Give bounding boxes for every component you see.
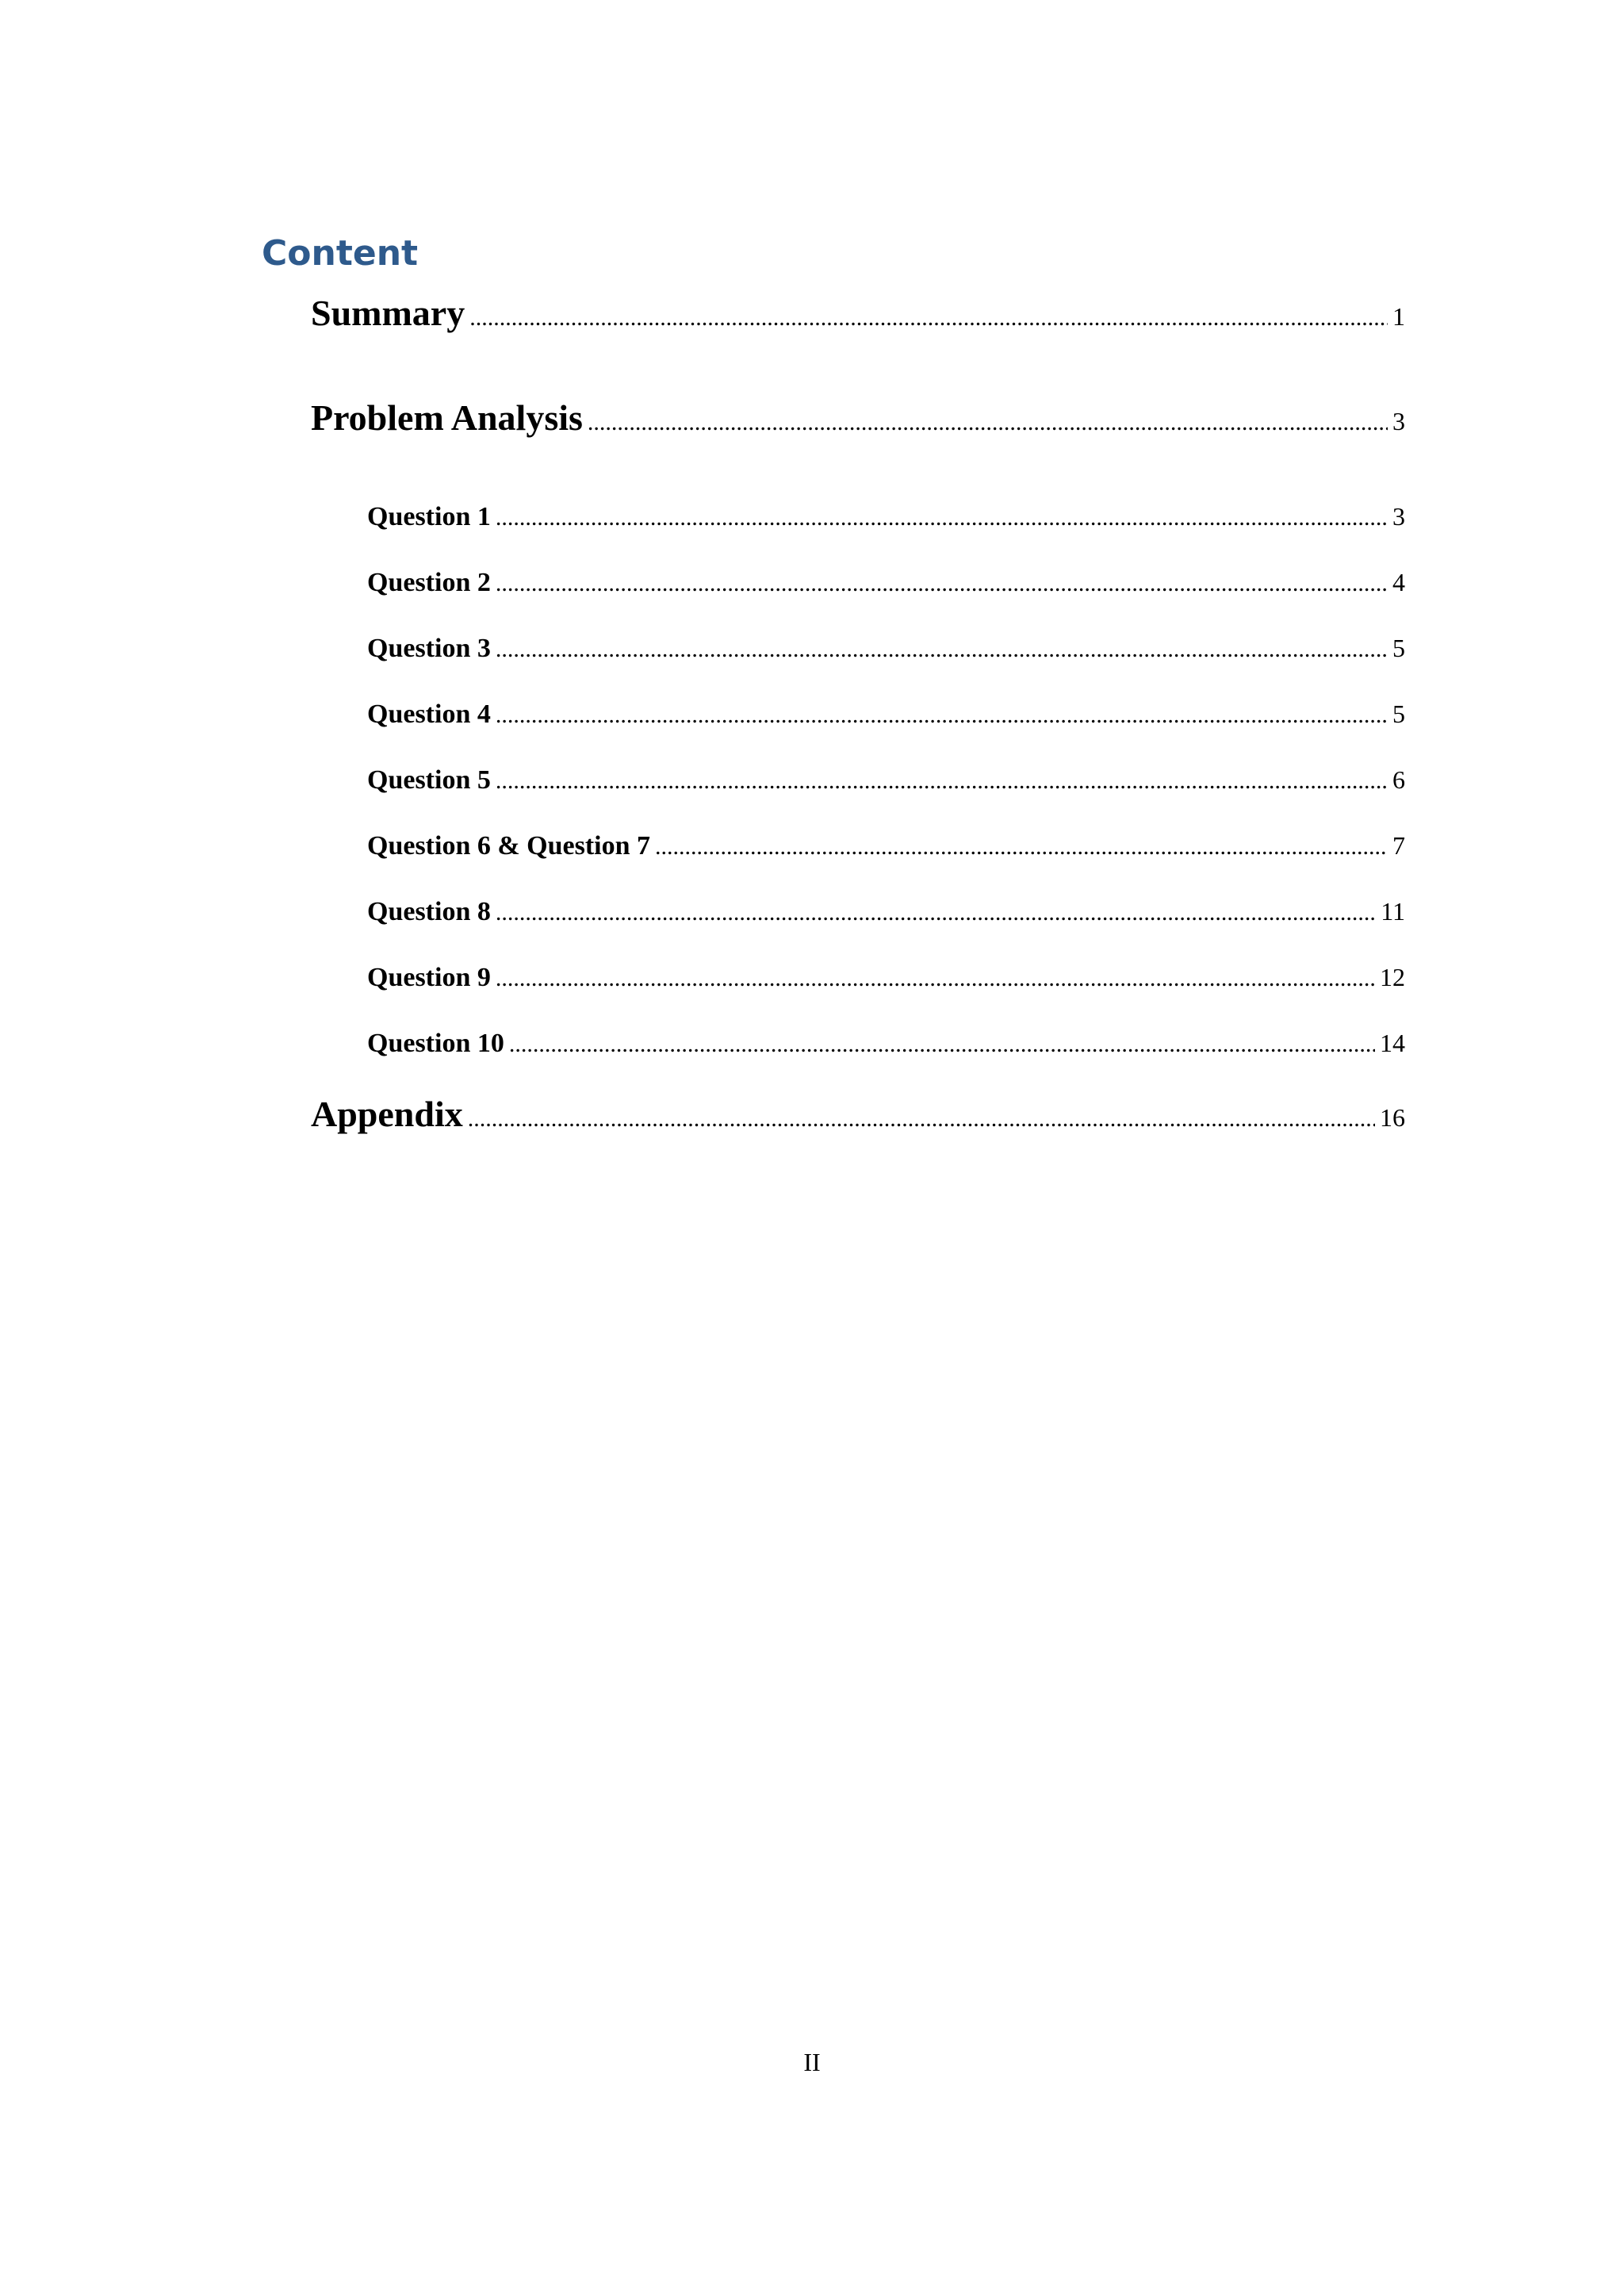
toc-entry-summary[interactable] — [311, 292, 1405, 334]
dot-leader — [496, 636, 1388, 663]
toc-page-number: 3 — [1392, 407, 1405, 435]
dot-leader — [469, 305, 1388, 332]
toc-entry-question-5[interactable] — [367, 765, 1405, 795]
dot-leader — [496, 570, 1388, 597]
toc-entry-question-2[interactable] — [367, 568, 1405, 598]
dot-leader — [509, 1031, 1375, 1058]
toc-page-number: 14 — [1380, 1029, 1405, 1057]
toc-page-number: 4 — [1392, 568, 1405, 596]
toc-entry-question-3[interactable] — [367, 634, 1405, 664]
dot-leader — [655, 834, 1388, 861]
toc-page-number: 12 — [1380, 963, 1405, 991]
toc-entry-label: Question 8 — [367, 897, 491, 926]
dot-leader — [496, 899, 1376, 926]
toc-entry-label: Question 10 — [367, 1029, 504, 1058]
toc-entry-label: Summary — [311, 293, 465, 333]
toc-entry-appendix[interactable] — [311, 1093, 1405, 1135]
toc-page-number: 11 — [1381, 897, 1405, 926]
toc-entry-label: Question 3 — [367, 634, 491, 663]
toc-entry-label: Question 6 & Question 7 — [367, 831, 651, 861]
toc-entry-question-10[interactable] — [367, 1029, 1405, 1059]
toc-entry-question-6-7[interactable] — [367, 831, 1405, 861]
toc-entry-label: Question 5 — [367, 765, 491, 795]
toc-page-number: 16 — [1380, 1103, 1405, 1132]
toc-page-number: 5 — [1392, 700, 1405, 728]
toc-entry-question-9[interactable] — [367, 963, 1405, 993]
toc-entry-question-1[interactable] — [367, 502, 1405, 532]
dot-leader — [468, 1106, 1375, 1133]
toc-page-number: 5 — [1392, 634, 1405, 662]
toc-entry-label: Question 2 — [367, 568, 491, 597]
toc-entry-question-8[interactable] — [367, 897, 1405, 927]
toc-entry-question-4[interactable] — [367, 700, 1405, 730]
toc-page-number: 3 — [1392, 502, 1405, 531]
dot-leader — [496, 504, 1388, 531]
toc-page-number: 6 — [1392, 765, 1405, 794]
toc-entry-problem-analysis[interactable] — [311, 397, 1405, 439]
dot-leader — [496, 768, 1388, 795]
page-number-footer: II — [803, 2048, 821, 2076]
toc-heading: Content — [262, 233, 419, 274]
dot-leader — [496, 965, 1375, 992]
toc-entry-label: Appendix — [311, 1094, 463, 1134]
toc-page-number: 1 — [1392, 302, 1405, 331]
toc-entry-label: Problem Analysis — [311, 397, 583, 438]
dot-leader — [496, 702, 1388, 729]
toc-entry-label: Question 1 — [367, 502, 491, 531]
toc-page-number: 7 — [1392, 831, 1405, 860]
dot-leader — [588, 409, 1388, 436]
toc-entry-label: Question 9 — [367, 963, 491, 992]
toc-entry-label: Question 4 — [367, 700, 491, 729]
